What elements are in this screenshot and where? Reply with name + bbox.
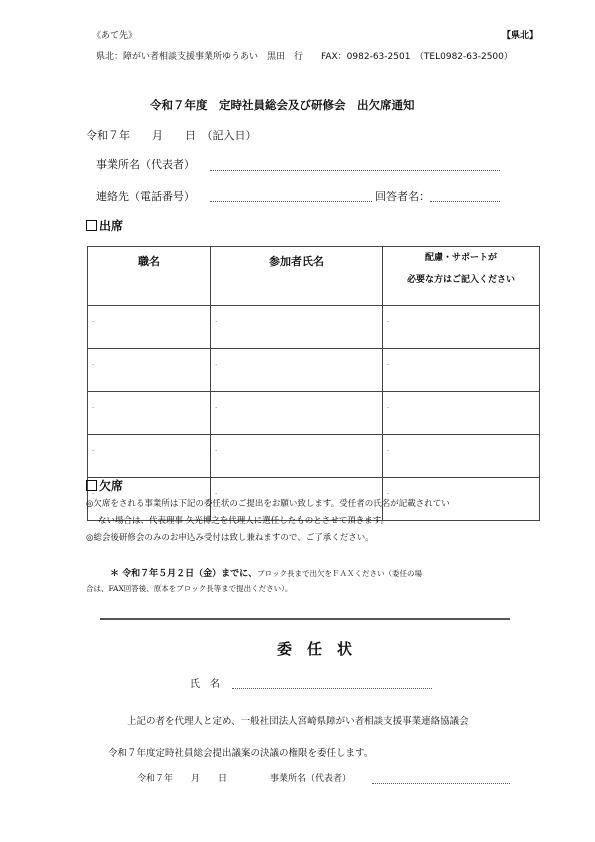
proxy-footer-office-field[interactable] bbox=[372, 783, 510, 784]
recipient-label: 《あて先》 bbox=[92, 31, 138, 41]
table-row bbox=[88, 349, 540, 392]
proxy-footer-office-label: 事業所名（代表者） bbox=[270, 774, 352, 784]
deadline-line-2: 合は、FAX回答後、原本をブロック長等まで提出ください）。 bbox=[86, 584, 293, 593]
cell-participant[interactable]: . bbox=[211, 392, 383, 435]
attend-heading: 出席 bbox=[86, 217, 123, 234]
contact-field[interactable] bbox=[210, 201, 372, 202]
deadline-date: ＊ 令和７年５月２日（金）までに、 bbox=[110, 569, 258, 579]
proxy-name-field[interactable] bbox=[232, 688, 432, 689]
absent-note-2: ◎総会後研修会のみのお申込み受付は致し兼ねますので、ご了承ください。 bbox=[86, 533, 374, 543]
absent-note-1-line-2: ない場合は、代表理事 久光博之を代理人に選任したものとさせて頂きます。 bbox=[98, 516, 390, 526]
section-divider bbox=[100, 618, 510, 620]
address-line: 県北：障がい者相談支援事業所ゆうあい 黒田 行 FAX：0982-63-2501 （TEL0982-63-2500） bbox=[96, 52, 513, 62]
cell-title[interactable]: . bbox=[88, 392, 211, 435]
attendance-table bbox=[87, 246, 540, 521]
proxy-body-line-1: 上記の者を代理人と定め、一般社団法人宮崎県障がい者相談支援事業連絡協議会 bbox=[127, 716, 469, 727]
office-name-label: 事業所名（代表者） bbox=[96, 158, 195, 171]
cell-participant[interactable]: . bbox=[211, 478, 383, 521]
deadline-instruction: ブロック長まで出欠をＦＡＸください（委任の場 bbox=[257, 569, 422, 578]
cell-title[interactable]: . bbox=[88, 349, 211, 392]
region-tag: 【県北】 bbox=[502, 31, 539, 41]
cell-title[interactable]: . bbox=[88, 306, 211, 349]
table-row bbox=[88, 306, 540, 349]
cell-title[interactable]: . bbox=[88, 435, 211, 478]
deadline-line-1 bbox=[110, 566, 422, 579]
office-name-field[interactable] bbox=[210, 170, 500, 171]
col-header-participant: 参加者氏名 bbox=[211, 247, 383, 306]
cell-support[interactable]: . bbox=[383, 392, 540, 435]
cell-title[interactable]: . bbox=[88, 478, 211, 521]
cell-participant[interactable]: . bbox=[211, 349, 383, 392]
proxy-name-label: 氏 名 bbox=[190, 679, 220, 690]
cell-support[interactable]: . bbox=[383, 478, 540, 521]
date-line: 令和７年 月 日 （記入日） bbox=[86, 129, 257, 142]
respondent-field[interactable] bbox=[430, 201, 500, 202]
contact-label: 連絡先（電話番号） bbox=[96, 190, 195, 203]
proxy-body-line-2: 令和７年度定時社員総会提出議案の決議の権限を委任します。 bbox=[108, 748, 374, 759]
attend-checkbox[interactable] bbox=[86, 220, 97, 231]
col-header-support: 配慮・サポートが 必要な方はご記入ください bbox=[383, 247, 540, 306]
respondent-label: 回答者名： bbox=[375, 190, 430, 203]
absent-checkbox[interactable] bbox=[86, 480, 97, 491]
notice-title: 令和７年度 定時社員総会及び研修会 出欠席通知 bbox=[150, 98, 415, 112]
cell-support[interactable]: . bbox=[383, 349, 540, 392]
table-row bbox=[88, 435, 540, 478]
cell-support[interactable]: . bbox=[383, 306, 540, 349]
table-row bbox=[88, 392, 540, 435]
proxy-title: 委 任 状 bbox=[277, 640, 353, 658]
proxy-footer-date: 令和７年 月 日 bbox=[137, 774, 228, 784]
cell-support[interactable]: . bbox=[383, 435, 540, 478]
cell-participant[interactable]: . bbox=[211, 306, 383, 349]
cell-participant[interactable]: . bbox=[211, 435, 383, 478]
absent-note-1-line-1: ◎欠席をされる事業所は下記の委任状のご提出をお願い致します。受任者の氏名が記載されてい bbox=[86, 499, 450, 509]
col-header-title: 職名 bbox=[88, 247, 211, 306]
absent-heading: 欠席 bbox=[86, 477, 123, 494]
